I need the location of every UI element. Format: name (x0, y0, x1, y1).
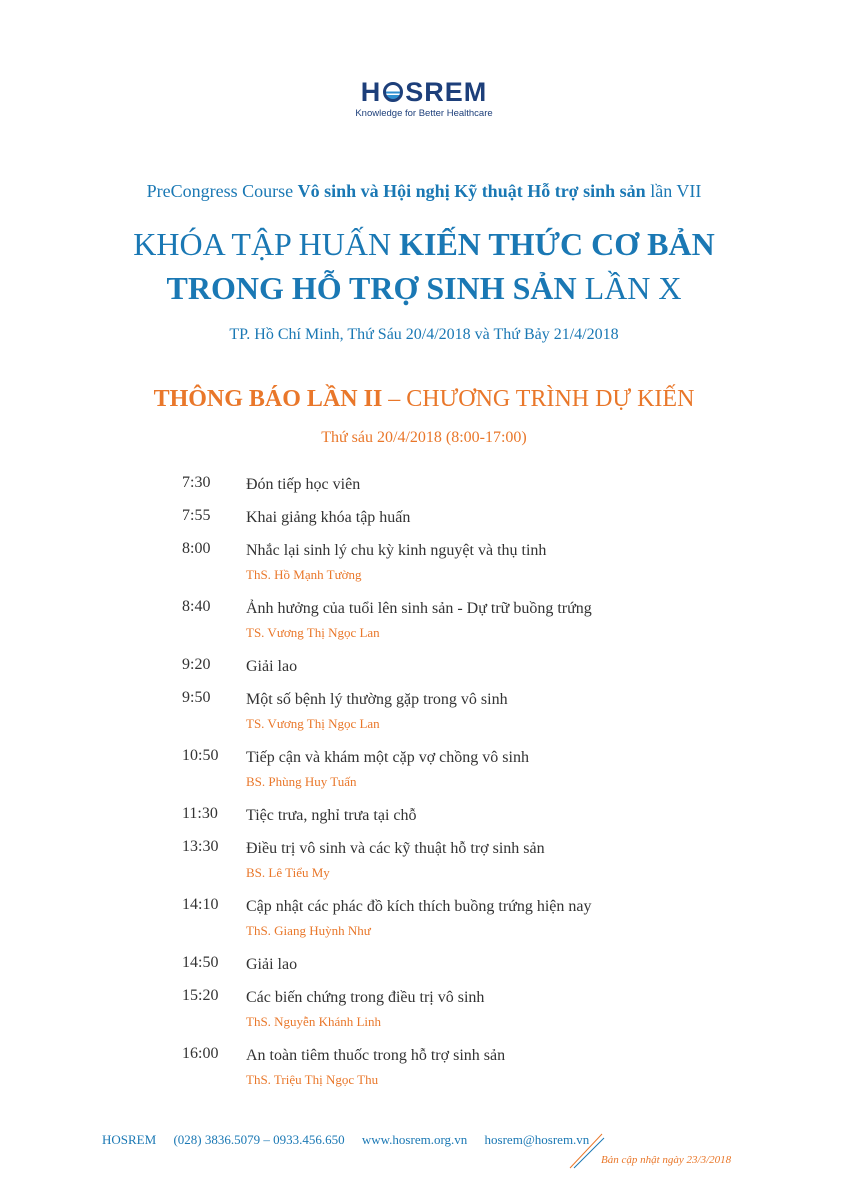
footer-email[interactable]: hosrem@hosrem.vn (484, 1132, 590, 1147)
footer-org: HOSREM (102, 1132, 157, 1147)
title-line-1 (0, 224, 848, 264)
schedule-item (0, 987, 848, 1045)
schedule-time: 16:00 (182, 1045, 219, 1062)
schedule-list (0, 474, 848, 1103)
schedule-time: 9:20 (182, 656, 211, 673)
event-place-date: TP. Hồ Chí Minh, Thứ Sáu 20/4/2018 và Thứ Bảy 21/4/2018 (229, 326, 619, 343)
schedule-item (0, 507, 848, 540)
schedule-topic: Các biến chứng trong điều trị vô sinh (246, 989, 485, 1006)
schedule-topic: Điều trị vô sinh và các kỹ thuật hỗ trợ sinh sản (246, 840, 545, 857)
schedule-item (0, 540, 848, 598)
schedule-item (0, 747, 848, 805)
schedule-speaker: TS. Vương Thị Ngọc Lan (246, 716, 380, 731)
title2-plain: LẦN X (576, 270, 682, 306)
schedule-topic: Đón tiếp học viên (246, 476, 361, 493)
schedule-speaker: BS. Phùng Huy Tuấn (246, 774, 357, 789)
notice-heading (0, 386, 848, 413)
schedule-item (0, 656, 848, 689)
schedule-item (0, 689, 848, 747)
schedule-time: 14:10 (182, 896, 219, 913)
hosrem-logo (0, 78, 848, 119)
notice-bold: THÔNG BÁO LẦN II (153, 386, 383, 412)
schedule-time: 14:50 (182, 954, 219, 971)
footer-website[interactable]: www.hosrem.org.vn (361, 1132, 468, 1147)
schedule-item (0, 838, 848, 896)
schedule-speaker: ThS. Nguyễn Khánh Linh (246, 1014, 382, 1029)
schedule-speaker: BS. Lê Tiểu My (246, 865, 330, 880)
schedule-time: 7:30 (182, 474, 211, 491)
schedule-time: 15:20 (182, 987, 219, 1004)
schedule-time: 7:55 (182, 507, 211, 524)
schedule-item (0, 896, 848, 954)
logo-letters-srem: SREM (405, 76, 488, 107)
schedule-time: 11:30 (182, 805, 218, 822)
schedule-item (0, 474, 848, 507)
title1-bold: KIẾN THỨC CƠ BẢN (399, 226, 715, 262)
schedule-item (0, 1045, 848, 1103)
schedule-topic: Cập nhật các phác đồ kích thích buồng trứng hiện nay (246, 898, 592, 915)
schedule-item (0, 598, 848, 656)
logo-tagline: Knowledge for Better Healthcare (355, 108, 493, 119)
schedule-topic: Ảnh hưởng của tuổi lên sinh sản - Dự trữ buồng trứng (246, 600, 592, 617)
logo-wordmark (361, 78, 488, 106)
schedule-time: 8:40 (182, 598, 211, 615)
logo-globe-icon (383, 82, 403, 102)
intro-plain: PreCongress Course (146, 181, 298, 201)
footer-slash-decoration (566, 1130, 606, 1170)
logo-letter-h: H (360, 76, 382, 107)
footer-phone: (028) 3836.5079 – 0933.456.650 (173, 1132, 345, 1147)
notice-plain: – CHƯƠNG TRÌNH DỰ KIẾN (382, 386, 695, 412)
schedule-topic: Giải lao (246, 956, 298, 973)
title2-bold: TRONG HỖ TRỢ SINH SẢN (166, 270, 577, 306)
schedule-topic: Nhắc lại sinh lý chu kỳ kinh nguyệt và thụ tinh (246, 542, 547, 559)
schedule-topic: Khai giảng khóa tập huấn (246, 509, 411, 526)
intro-tail: lần VII (645, 181, 702, 201)
schedule-time: 10:50 (182, 747, 219, 764)
schedule-topic: An toàn tiêm thuốc trong hỗ trợ sinh sản (246, 1047, 506, 1064)
schedule-item (0, 954, 848, 987)
title-line-2 (0, 268, 848, 308)
schedule-time: 8:00 (182, 540, 211, 557)
title1-plain: KHÓA TẬP HUẤN (133, 226, 400, 262)
schedule-item (0, 805, 848, 838)
schedule-speaker: TS. Vương Thị Ngọc Lan (246, 625, 380, 640)
footer-contacts (102, 1132, 603, 1148)
schedule-speaker: ThS. Giang Huỳnh Như (246, 923, 371, 938)
schedule-topic: Giải lao (246, 658, 298, 675)
update-date: Bản cập nhật ngày 23/3/2018 (601, 1154, 732, 1166)
intro-bold: Vô sinh và Hội nghị Kỹ thuật Hỗ trợ sinh sản (297, 181, 646, 201)
schedule-speaker: ThS. Triệu Thị Ngọc Thu (246, 1072, 379, 1087)
schedule-time: 13:30 (182, 838, 219, 855)
day-heading: Thứ sáu 20/4/2018 (8:00-17:00) (321, 429, 527, 446)
schedule-speaker: ThS. Hồ Mạnh Tường (246, 567, 362, 582)
schedule-time: 9:50 (182, 689, 211, 706)
course-intro (0, 181, 848, 202)
schedule-topic: Tiệc trưa, nghỉ trưa tại chỗ (246, 807, 417, 824)
schedule-topic: Tiếp cận và khám một cặp vợ chồng vô sinh (246, 749, 529, 766)
schedule-topic: Một số bệnh lý thường gặp trong vô sinh (246, 691, 508, 708)
